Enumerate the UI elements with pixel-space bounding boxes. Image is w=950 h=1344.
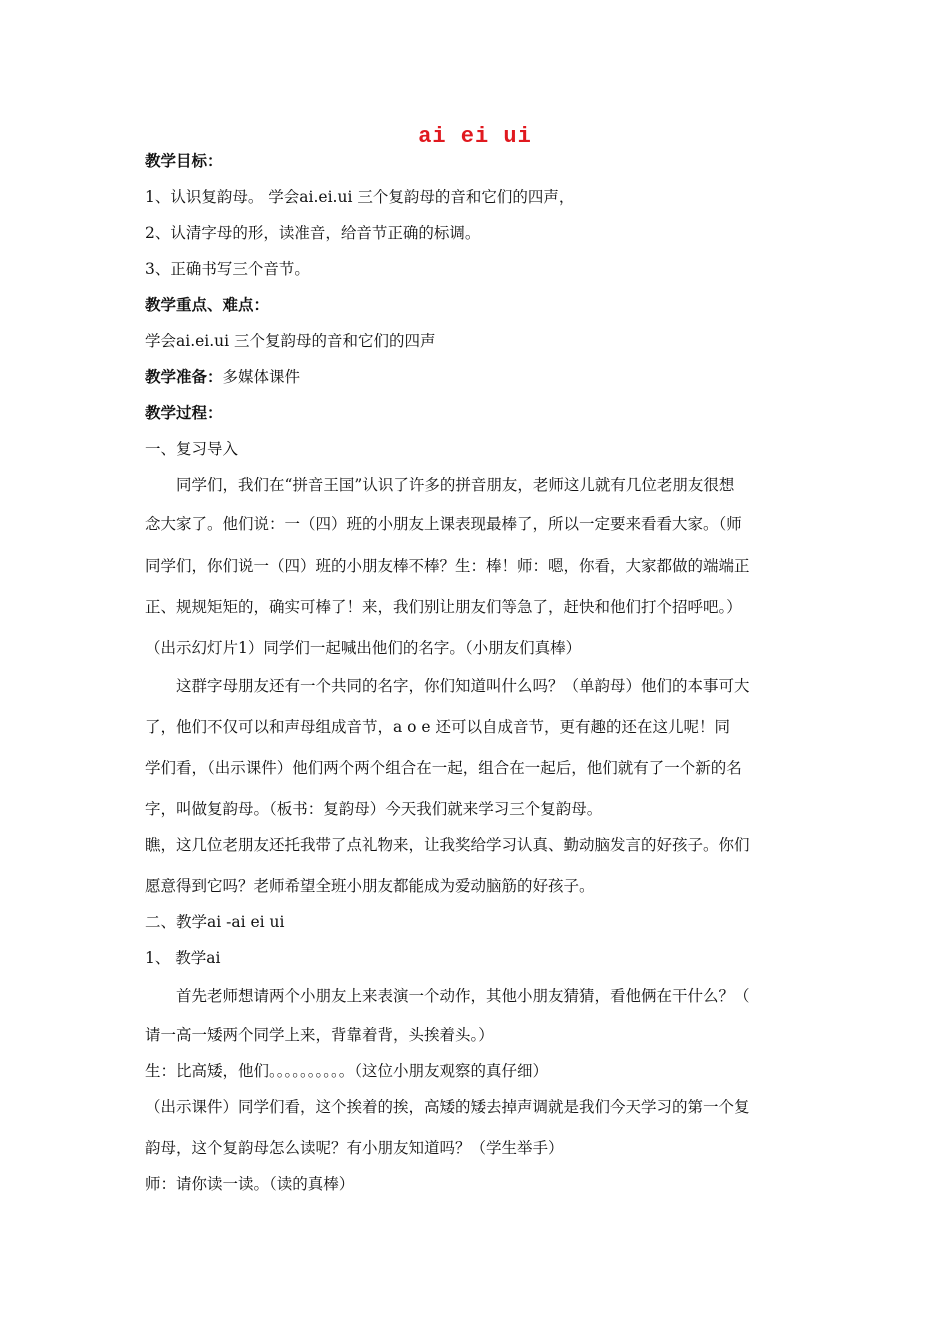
paragraph-line: 同学们，你们说一（四）班的小朋友棒不棒？生：棒！师：嗯，你看，大家都做的端端正: [145, 557, 750, 575]
paragraph-line: 念大家了。他们说：一（四）班的小朋友上课表现最棒了，所以一定要来看看大家。（师: [145, 515, 742, 533]
paragraph-line: 韵母，这个复韵母怎么读呢？有小朋友知道吗？（学生举手）: [145, 1139, 564, 1157]
paragraph-line: 瞧，这几位老朋友还托我带了点礼物来，让我奖给学习认真、勤动脑发言的好孩子。你们: [145, 836, 750, 854]
paragraph-line: 愿意得到它吗？老师希望全班小朋友都能成为爱动脑筋的好孩子。: [145, 877, 595, 895]
paragraph-line: 学们看，（出示课件）他们两个两个组合在一起，组合在一起后，他们就有了一个新的名: [145, 759, 742, 777]
heading-objectives: 教学目标：: [145, 151, 223, 170]
paragraph-line: 请一高一矮两个同学上来，背靠着背，头挨着头。）: [145, 1026, 494, 1044]
paragraph-line: 字，叫做复韵母。（板书：复韵母）今天我们就来学习三个复韵母。: [145, 800, 603, 818]
preparation-text: 多媒体课件: [222, 368, 301, 386]
paragraph-line: 正、规规矩矩的，确实可棒了！来，我们别让朋友们等急了，赶快和他们打个招呼吧。）: [145, 598, 742, 616]
paragraph-line: 师：请你读一读。（读的真棒）: [145, 1175, 355, 1193]
paragraph-line: 首先老师想请两个小朋友上来表演一个动作，其他小朋友猜猜，看他俩在干什么？（: [176, 987, 750, 1005]
paragraph-line: 生：比高矮，他们。。。。。。。。。。（这位小朋友观察的真仔细）: [145, 1062, 549, 1080]
paragraph-line: 了，他们不仅可以和声母组成音节，a o e 还可以自成音节，更有趣的还在这儿呢！同: [145, 718, 731, 736]
objective-3: 3、正确书写三个音节。: [145, 260, 310, 278]
paragraph-line: （出示幻灯片1）同学们一起喊出他们的名字。（小朋友们真棒）: [145, 639, 582, 657]
paragraph-line: 同学们，我们在“拼音王国”认识了许多的拼音朋友，老师这儿就有几位老朋友很想: [176, 476, 735, 494]
subsection-heading-ai: 1、 教学ai: [145, 949, 221, 967]
section-heading-review: 一、复习导入: [145, 440, 239, 458]
paragraph-line: （出示课件）同学们看，这个挨着的挨，高矮的矮去掉声调就是我们今天学习的第一个复: [145, 1098, 750, 1116]
document-title: ai ei ui: [418, 124, 532, 149]
objective-1: 1、认识复韵母。 学会ai.ei.ui 三个复韵母的音和它们的四声，: [145, 188, 575, 206]
section-heading-teach: 二、教学ai -ai ei ui: [145, 913, 285, 931]
preparation-line: [145, 366, 300, 388]
key-points-text: 学会ai.ei.ui 三个复韵母的音和它们的四声: [145, 332, 436, 350]
heading-key-points: 教学重点、难点：: [145, 295, 270, 314]
heading-process: 教学过程：: [145, 403, 223, 422]
paragraph-line: 这群字母朋友还有一个共同的名字，你们知道叫什么吗？（单韵母）他们的本事可大: [176, 677, 750, 695]
objective-2: 2、认清字母的形，读准音，给音节正确的标调。: [145, 224, 481, 242]
heading-preparation: 教学准备：: [145, 367, 223, 386]
